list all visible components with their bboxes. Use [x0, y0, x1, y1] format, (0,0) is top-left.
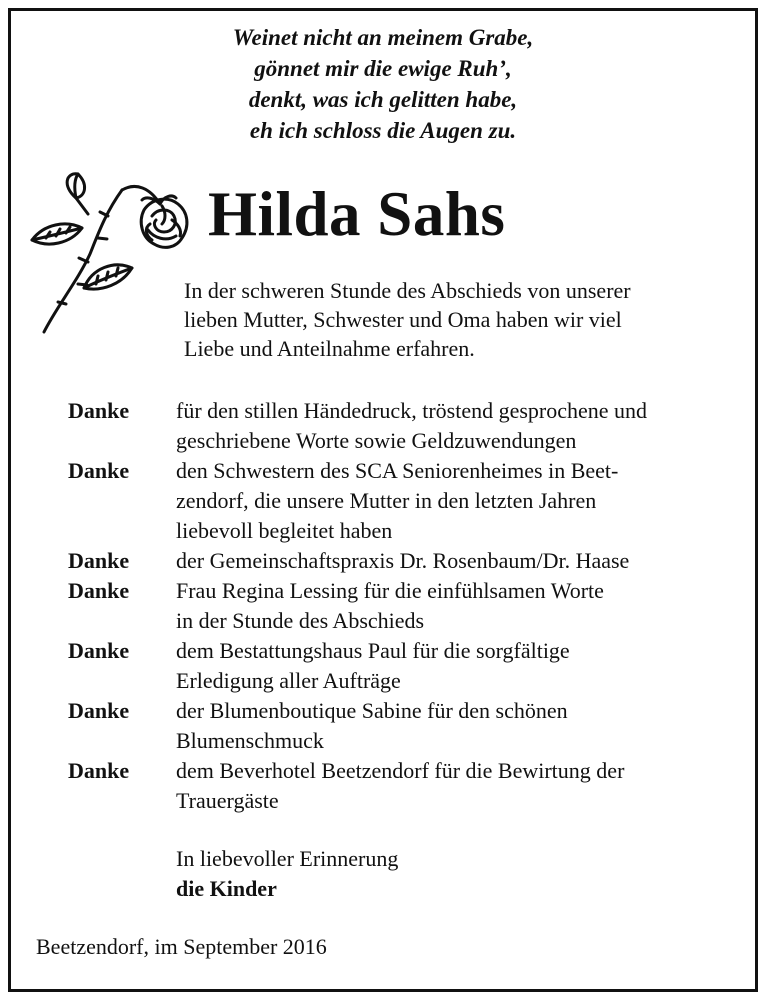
thanks-text: [176, 636, 736, 696]
deceased-name: Hilda Sahs: [208, 179, 506, 249]
rose-icon: [26, 168, 196, 340]
poem: [0, 22, 766, 146]
thanks-label: Danke: [68, 698, 130, 723]
thanks-text: [176, 696, 736, 756]
thanks-label: Danke: [68, 638, 130, 663]
thanks-text: [176, 396, 736, 456]
intro-text: [184, 276, 736, 363]
poem-line: Weinet nicht an meinem Grabe,: [232, 25, 534, 50]
thanks-line: geschriebene Worte sowie Geldzuwendungen: [176, 428, 577, 453]
poem-line: denkt, was ich gelitten habe,: [248, 87, 518, 112]
closing-line: In liebevoller Erinnerung: [176, 846, 399, 871]
place-date: Beetzendorf, im September 2016: [36, 934, 327, 959]
thanks-line: den Schwestern des SCA Seniorenheimes in Beet-: [176, 458, 619, 483]
thanks-line: Trauergäste: [176, 788, 279, 813]
thanks-label: Danke: [68, 398, 130, 423]
intro-line: Liebe und Anteilnahme erfahren.: [184, 336, 475, 361]
thanks-label: Danke: [68, 578, 130, 603]
thanks-line: dem Beverhotel Beetzendorf für die Bewirtung der: [176, 758, 625, 783]
thanks-text: [176, 576, 736, 636]
poem-line: eh ich schloss die Augen zu.: [249, 118, 517, 143]
thanks-line: in der Stunde des Abschieds: [176, 608, 425, 633]
intro-line: In der schweren Stunde des Abschieds von unserer: [184, 278, 631, 303]
intro-line: lieben Mutter, Schwester und Oma haben wir viel: [184, 307, 622, 332]
thanks-text: [176, 456, 736, 546]
thanks-line: der Gemeinschaftspraxis Dr. Rosenbaum/Dr. Haase: [176, 548, 630, 573]
thanks-text: [176, 756, 736, 816]
thanks-line: Erledigung aller Aufträge: [176, 668, 401, 693]
thanks-line: Blumenschmuck: [176, 728, 324, 753]
thanks-line: für den stillen Händedruck, tröstend gesprochene und: [176, 398, 648, 423]
signature: die Kinder: [176, 876, 277, 901]
closing: [176, 844, 398, 904]
thanks-line: zendorf, die unsere Mutter in den letzten Jahren: [176, 488, 597, 513]
thanks-line: dem Bestattungshaus Paul für die sorgfältige: [176, 638, 570, 663]
thanks-label: Danke: [68, 548, 130, 573]
poem-line: gönnet mir die ewige Ruh’,: [254, 56, 512, 81]
thanks-text: [176, 546, 736, 576]
thanks-label: Danke: [68, 758, 130, 783]
thanks-line: der Blumenboutique Sabine für den schönen: [176, 698, 568, 723]
thanks-label: Danke: [68, 458, 130, 483]
thanks-line: liebevoll begleitet haben: [176, 518, 393, 543]
thanks-line: Frau Regina Lessing für die einfühlsamen Worte: [176, 578, 604, 603]
